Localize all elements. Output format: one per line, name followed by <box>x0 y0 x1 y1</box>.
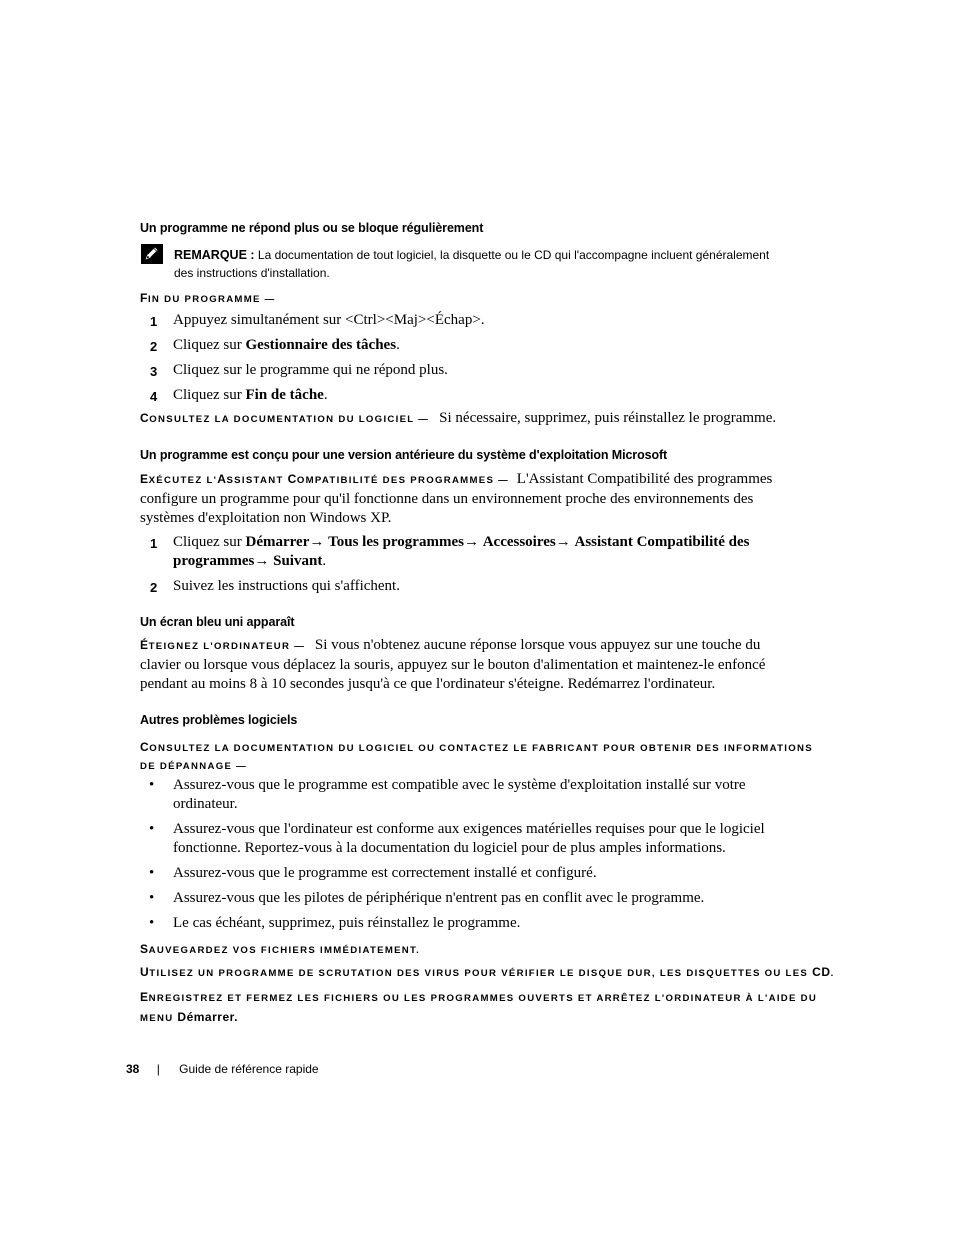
paragraph-turn-off <box>140 636 820 694</box>
action-label: ÉTEIGNEZ L'ORDINATEUR — <box>140 638 306 652</box>
action-backup-files: SAUVEGARDEZ VOS FICHIERS IMMÉDIATEMENT. <box>140 942 421 956</box>
action-consult-or-contact: CONSULTEZ LA DOCUMENTATION DU LOGICIEL OU CONTACTEZ LE FABRICANT POUR OBTENIR DES INFORMATIONS DE DÉPANNAGE — <box>140 740 813 772</box>
step-text: Cliquez sur le programme qui ne répond plus. <box>173 362 448 378</box>
section-heading-other-problems: Autres problèmes logiciels <box>140 713 298 727</box>
action-label: EXÉCUTEZ L'ASSISTANT COMPATIBILITÉ DES PROGRAMMES — <box>140 472 510 486</box>
menu-accessories: Accessoires <box>482 534 556 550</box>
action-label: CONSULTEZ LA DOCUMENTATION DU LOGICIEL — <box>140 411 430 425</box>
menu-next: Suivant <box>273 553 323 569</box>
bullet-text: Assurez-vous que les pilotes de périphérique n'entrent pas en conflit avec le programme. <box>173 890 705 906</box>
menu-start: Démarrer <box>245 534 310 550</box>
paragraph-line: systèmes d'exploitation non Windows XP. <box>140 510 392 526</box>
bullet-text: Le cas échéant, supprimez, puis réinstallez le programme. <box>173 915 521 931</box>
action-virus-scan: UTILISEZ UN PROGRAMME DE SCRUTATION DES VIRUS POUR VÉRIFIER LE DISQUE DUR, LES DISQUETTES OU LES CD. <box>140 965 835 979</box>
bullet-text: Assurez-vous que le programme est compatible avec le système d'exploitation installé sur votre ordinateur. <box>173 777 746 812</box>
paragraph-line: configure un programme pour qu'il fonctionne dans un environnement proche des environnements des <box>140 491 754 507</box>
bullet-text: Assurez-vous que l'ordinateur est conforme aux exigences matérielles requises pour que le logiciel fonctionne. Reportez-vous à la documentation du logiciel pour de plus amples informations. <box>173 821 765 856</box>
paragraph-line: pendant au moins 8 à 10 secondes jusqu'à ce que l'ordinateur s'éteigne. Redémarrez l'ordinateur. <box>140 676 716 692</box>
ui-term-task-manager: Gestionnaire des tâches <box>245 337 397 353</box>
action-text: Si nécessaire, supprimez, puis réinstallez le programme. <box>439 410 777 426</box>
paragraph-line: clavier ou lorsque vous déplacez la souris, appuyez sur le bouton d'alimentation et maintenez-le enfoncé <box>140 657 766 673</box>
action-consult-docs <box>140 409 820 428</box>
note-pencil-icon <box>141 244 163 264</box>
action-end-program: FIN DU PROGRAMME — <box>140 291 276 305</box>
bullet-glyph: • <box>149 865 155 881</box>
bullet-glyph: • <box>149 777 155 793</box>
page-number: 38 <box>126 1062 140 1076</box>
step-text: Cliquez sur Gestionnaire des tâches. <box>173 337 400 353</box>
steps-list-compat <box>0 533 954 603</box>
note-text-continued: des instructions d'installation. <box>174 266 330 280</box>
bullet-glyph: • <box>149 821 155 837</box>
section-heading-blue-screen: Un écran bleu uni apparaît <box>140 615 295 629</box>
step-number: 4 <box>150 389 158 404</box>
bullet-text: Assurez-vous que le programme est correctement installé et configuré. <box>173 865 597 881</box>
step-number: 2 <box>150 339 158 354</box>
note-block <box>174 246 824 282</box>
bullet-glyph: • <box>149 915 155 931</box>
ui-term-end-task: Fin de tâche <box>245 387 324 403</box>
note-label: REMARQUE : <box>174 248 255 262</box>
step-text: Cliquez sur Démarrer→ Tous les programmes→ Accessoires→ Assistant Compatibilité des programmes→ Suivant. <box>173 534 750 569</box>
page-footer <box>126 1062 319 1076</box>
step-number: 3 <box>150 364 158 379</box>
menu-start-term: Démarrer. <box>177 1010 238 1024</box>
paragraph-line: Si vous n'obtenez aucune réponse lorsque vous appuyez sur une touche du <box>314 637 761 653</box>
section-heading-older-version: Un programme est conçu pour une version antérieure du système d'exploitation Microsoft <box>140 448 668 462</box>
note-text: La documentation de tout logiciel, la disquette ou le CD qui l'accompagne incluent généralement <box>257 248 770 262</box>
paragraph-line: L'Assistant Compatibilité des programmes <box>516 471 773 487</box>
action-save-and-shutdown: ENREGISTREZ ET FERMEZ LES FICHIERS OU LES PROGRAMMES OUVERTS ET ARRÊTEZ L'ORDINATEUR À L'AIDE DU MENU Démarrer. <box>140 990 818 1024</box>
footer-title: Guide de référence rapide <box>179 1062 319 1076</box>
paragraph-compat-assistant <box>140 470 820 528</box>
bullet-list-other-problems <box>0 776 954 936</box>
menu-compat-assistant: Assistant Compatibilité des <box>574 534 750 550</box>
step-number: 1 <box>150 536 158 551</box>
steps-list-end-program <box>0 311 954 411</box>
step-number: 1 <box>150 314 158 329</box>
menu-all-programs: Tous les programmes <box>328 534 464 550</box>
section-heading-program-not-responding: Un programme ne répond plus ou se bloque régulièrement <box>140 221 484 235</box>
footer-separator: | <box>156 1062 160 1076</box>
step-text: Appuyez simultanément sur <Ctrl><Maj><Échap>. <box>173 312 485 328</box>
step-number: 2 <box>150 580 158 595</box>
bullet-glyph: • <box>149 890 155 906</box>
step-text: Suivez les instructions qui s'affichent. <box>173 578 400 594</box>
step-text: Cliquez sur Fin de tâche. <box>173 387 328 403</box>
